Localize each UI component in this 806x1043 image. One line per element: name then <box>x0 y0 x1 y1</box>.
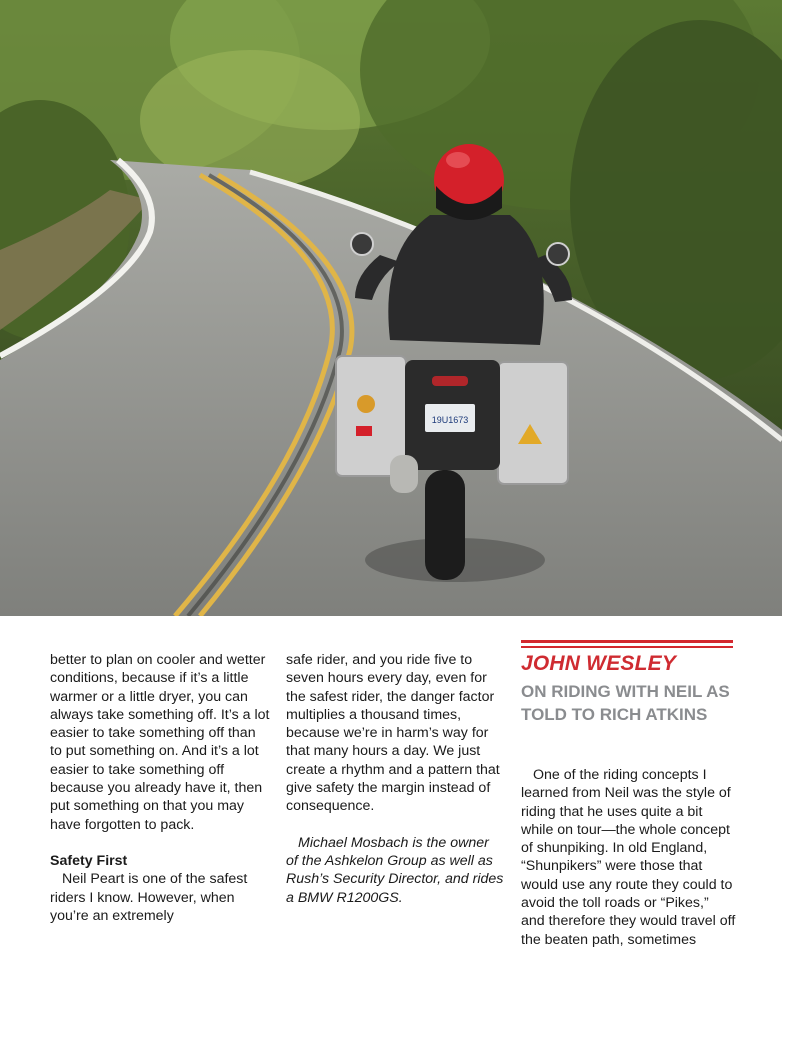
sidebar-rule-thick <box>521 640 733 643</box>
body-paragraph: better to plan on cooler and wetter conditions, because if it’s a little warmer or a little dryer, you can always take something off. It’s a lot easier to take something off than to put something on. And it’s a lot easier to take something off because you already have it, then put something on that you may have forgotten to pack. <box>50 652 270 833</box>
license-plate-text: 19U1673 <box>431 415 469 425</box>
body-paragraph: Neil Peart is one of the safest riders I know. However, when you’re an extremely <box>50 871 248 924</box>
article-column-1 <box>50 651 270 925</box>
sidebar-title: JOHN WESLEY <box>521 652 677 675</box>
sidebar-rule-thin <box>521 646 733 648</box>
body-paragraph: One of the riding concepts I learned from Neil was the style of riding that he uses quite a bit while on tour—the whole concept of shunpiking. In old England, “Shunpikers” were those that would use any route they could to avoid the toll roads or “Pikes,” and therefore they would travel off the beaten path, sometimes <box>521 767 736 948</box>
author-bio: Michael Mosbach is the owner of the Ashkelon Group as well as Rush’s Security Director, and rides a BMW R1200GS. <box>286 834 504 906</box>
section-subhead: Safety First <box>50 852 128 869</box>
article-column-3 <box>521 766 736 949</box>
article-column-2 <box>286 651 504 907</box>
body-paragraph: safe rider, and you ride five to seven hours every day, even for the safest rider, the danger factor multiplies a thousand times, because we’re in harm’s way for that many hours a day. We just create a rhythm and a pattern that give safety the margin instead of consequence. <box>286 652 500 815</box>
sidebar-subtitle: ON RIDING WITH NEIL AS TOLD TO RICH ATKINS <box>521 682 730 724</box>
